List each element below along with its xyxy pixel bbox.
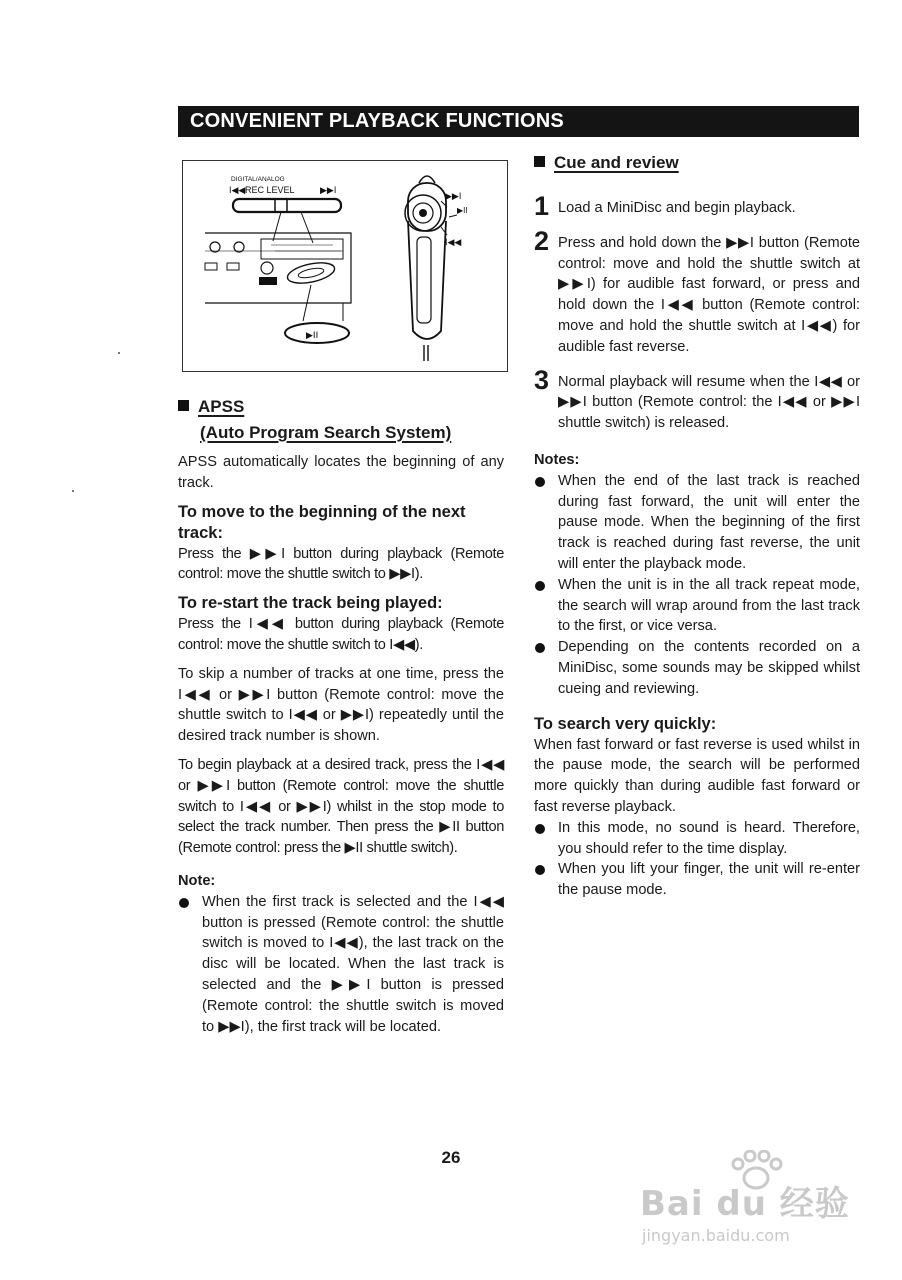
- play-pause-symbol: ▶II: [306, 331, 319, 341]
- device-drawing: [183, 161, 509, 373]
- digital-analog-label: DIGITAL/ANALOG: [231, 176, 285, 183]
- quick-bullet: In this mode, no sound is heard. Therefore, you should refer to the time display.: [534, 818, 860, 860]
- next-track-heading: To move to the beginning of the next track:: [178, 502, 466, 542]
- watermark-logo-text: Bai du 经验: [640, 1184, 850, 1224]
- restart-heading: To re-start the track being played:: [178, 594, 443, 613]
- watermark-site: jingyan.baidu.com: [642, 1226, 790, 1245]
- device-illustration: [182, 160, 508, 372]
- begin-playback-text: To begin playback at a desired track, press the I◀◀ or ▶▶I button (Remote control: move the shuttle switch to I◀◀ or ▶▶I) whilst in the stop mode to select the track number. Then press the ▶II button (Remote control: press the ▶II shuttle switch).: [178, 756, 504, 857]
- note-heading: Note:: [178, 872, 216, 889]
- baidu-watermark: [640, 1150, 870, 1260]
- note-item: When the end of the last track is reached during fast forward, the unit will enter the pause mode. When the beginning of the first track is reached during fast reverse, the unit will enter the playback mode.: [534, 471, 860, 575]
- notes-heading: Notes:: [534, 451, 580, 468]
- page-number: 26: [441, 1148, 461, 1167]
- quick-search-text: When fast forward or fast reverse is used whilst in the pause mode, the search will be performed more quickly than during audible fast forward or fast reverse playback.: [534, 736, 860, 815]
- remote-play-symbol: ▶II: [457, 206, 468, 215]
- cue-review-title: Cue and review: [534, 152, 860, 174]
- skip-fwd-symbol: ▶▶I: [320, 185, 337, 195]
- note-item: When the first track is selected and the I◀◀ button is pressed (Remote control: the shuttle switch is moved to I◀◀), the last track on the disc will be located. When the last track is selected and the ▶▶I button is pressed (Remote control: the shuttle switch is moved to ▶▶I), the first track will be located.: [178, 892, 504, 1038]
- note-item: When the unit is in the all track repeat mode, the search will wrap around from the last track to the first, or vice versa.: [534, 575, 860, 637]
- step-2: 2 Press and hold down the ▶▶I button (Remote control: move and hold the shuttle switch at ▶▶I) for audible fast forward, or press and hold down the I◀◀ button (Remote control: move and hold the shuttle switch at I◀◀) for audible fast reverse.: [534, 225, 860, 355]
- note-item: Depending on the contents recorded on a MiniDisc, some sounds may be skipped whilst cueing and reviewing.: [534, 637, 860, 699]
- skip-tracks-text: To skip a number of tracks at one time, press the I◀◀ or ▶▶I button (Remote control: move the shuttle switch to I◀◀ or ▶▶I) repeatedly until the desired track number is shown.: [178, 665, 504, 745]
- quick-bullet: When you lift your finger, the unit will re-enter the pause mode.: [534, 859, 860, 901]
- next-track-text: Press the ▶▶I button during playback (Remote control: move the shuttle switch to ▶▶I).: [178, 545, 504, 583]
- square-bullet-icon: [534, 156, 545, 167]
- scan-speck: [118, 352, 120, 354]
- quick-search-heading: To search very quickly:: [534, 714, 717, 733]
- apss-subtitle: (Auto Program Search System): [200, 423, 452, 442]
- left-column: [178, 396, 504, 1037]
- skip-back-symbol: I◀◀: [229, 185, 246, 195]
- apss-intro: APSS automatically locates the beginning of any track.: [178, 454, 504, 491]
- remote-fwd-symbol: ▶▶I: [445, 191, 462, 201]
- right-column: [534, 152, 860, 901]
- step-3: 3 Normal playback will resume when the I◀◀ or ▶▶I button (Remote control: the I◀◀ or ▶▶I shuttle switch) is released.: [534, 364, 860, 432]
- remote-back-symbol: I◀◀: [445, 237, 462, 247]
- apss-title: APSS: [178, 396, 504, 418]
- section-banner: CONVENIENT PLAYBACK FUNCTIONS: [178, 106, 859, 137]
- step-1: 1 Load a MiniDisc and begin playback.: [534, 191, 796, 221]
- scan-speck: [72, 490, 74, 492]
- restart-text: Press the I◀◀ button during playback (Remote control: move the shuttle switch to I◀◀).: [178, 616, 504, 653]
- rec-level-label: REC LEVEL: [245, 185, 295, 195]
- square-bullet-icon: [178, 400, 189, 411]
